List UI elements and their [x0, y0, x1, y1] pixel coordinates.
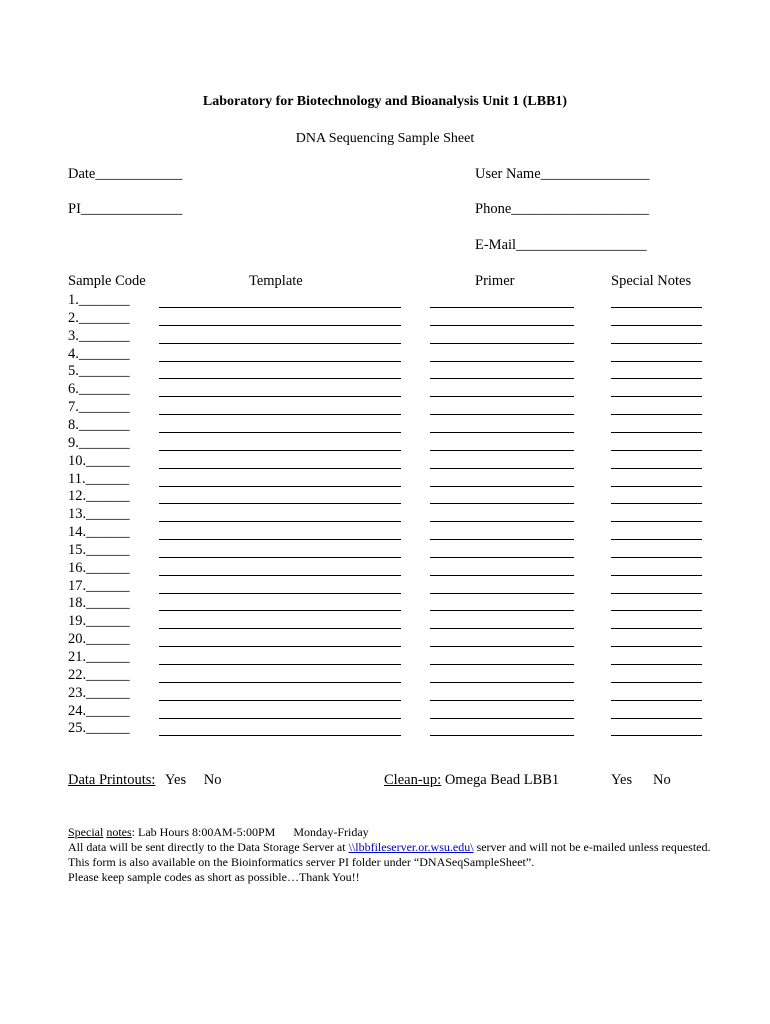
special-notes-line[interactable] [611, 718, 702, 719]
template-line[interactable] [159, 503, 401, 504]
template-line[interactable] [159, 539, 401, 540]
column-header-special-notes: Special Notes [611, 273, 692, 289]
sample-code-cell[interactable]: 2._______ [68, 309, 130, 326]
template-line[interactable] [159, 343, 401, 344]
sample-code-cell[interactable]: 22.______ [68, 666, 130, 683]
data-printouts-no[interactable]: No [203, 772, 222, 788]
primer-line[interactable] [430, 432, 574, 433]
primer-line[interactable] [430, 307, 574, 308]
cleanup-value: Omega Bead LBB1 [441, 772, 560, 788]
template-line[interactable] [159, 593, 401, 594]
notes-server-post: server and will not be e-mailed unless requested. [473, 840, 711, 854]
template-line[interactable] [159, 682, 401, 683]
template-line[interactable] [159, 628, 401, 629]
primer-line[interactable] [430, 682, 574, 683]
template-line[interactable] [159, 307, 401, 308]
sample-code-cell[interactable]: 13.______ [68, 506, 130, 523]
template-line[interactable] [159, 432, 401, 433]
primer-line[interactable] [430, 628, 574, 629]
primer-line[interactable] [430, 575, 574, 576]
sample-code-cell[interactable]: 23.______ [68, 684, 130, 701]
date-field[interactable]: Date____________ [68, 166, 183, 182]
sample-code-cell[interactable]: 21.______ [68, 649, 130, 665]
special-notes-line[interactable] [611, 325, 702, 326]
sample-code-cell[interactable]: 9._______ [68, 434, 130, 451]
template-line[interactable] [159, 521, 401, 522]
sample-code-cell[interactable]: 15.______ [68, 541, 130, 558]
special-notes-line[interactable] [611, 307, 702, 308]
template-line[interactable] [159, 664, 401, 665]
template-line[interactable] [159, 735, 401, 736]
special-notes-line[interactable] [611, 539, 702, 540]
template-line[interactable] [159, 610, 401, 611]
template-line[interactable] [159, 718, 401, 719]
special-notes-line[interactable] [611, 575, 702, 576]
server-link[interactable]: \\lbbfileserver.or.wsu.edu\ [348, 840, 474, 854]
special-notes-line[interactable] [611, 486, 702, 487]
template-line[interactable] [159, 414, 401, 415]
sample-code-cell[interactable]: 11.______ [68, 470, 130, 487]
primer-line[interactable] [430, 450, 574, 451]
sample-code-cell[interactable]: 17.______ [68, 577, 130, 594]
notes-special-word: Special [68, 825, 104, 839]
primer-line[interactable] [430, 378, 574, 379]
sample-code-cell[interactable]: 20.______ [68, 631, 130, 648]
sample-code-cell[interactable]: 6._______ [68, 381, 130, 398]
form-subtitle: DNA Sequencing Sample Sheet [295, 131, 475, 146]
template-line[interactable] [159, 646, 401, 647]
primer-line[interactable] [430, 735, 574, 736]
template-line[interactable] [159, 468, 401, 469]
special-notes-line[interactable] [611, 700, 702, 701]
primer-line[interactable] [430, 593, 574, 594]
notes-notes-word: notes [106, 825, 132, 839]
template-line[interactable] [159, 700, 401, 701]
special-notes-line[interactable] [611, 361, 702, 362]
primer-line[interactable] [430, 396, 574, 397]
special-notes-line[interactable] [611, 628, 702, 629]
email-field[interactable]: E-Mail__________________ [475, 237, 647, 253]
column-header-sample-code: Sample Code [68, 273, 146, 289]
primer-line[interactable] [430, 646, 574, 647]
sample-code-cell[interactable]: 4._______ [68, 345, 130, 362]
special-notes-line[interactable] [611, 593, 702, 594]
primer-line[interactable] [430, 414, 574, 415]
primer-line[interactable] [430, 325, 574, 326]
cleanup-yes[interactable]: Yes [611, 772, 633, 788]
sample-code-cell[interactable]: 24.______ [68, 702, 130, 719]
data-printouts-yes[interactable]: Yes [165, 772, 187, 788]
sample-code-cell[interactable]: 7._______ [68, 399, 130, 416]
sample-code-cell[interactable]: 5._______ [68, 363, 130, 380]
template-line[interactable] [159, 557, 401, 558]
sample-code-cell[interactable]: 3._______ [68, 327, 130, 344]
special-notes-line[interactable] [611, 557, 702, 558]
sample-code-cell[interactable]: 19.______ [68, 613, 130, 630]
column-header-primer: Primer [475, 273, 515, 289]
primer-line[interactable] [430, 361, 574, 362]
template-line[interactable] [159, 325, 401, 326]
primer-line[interactable] [430, 610, 574, 611]
notes-line-2 [68, 840, 711, 855]
pi-field[interactable]: PI______________ [68, 201, 183, 217]
cleanup-option [384, 772, 559, 789]
template-line[interactable] [159, 396, 401, 397]
cleanup-label: Clean-up: [384, 772, 442, 788]
special-notes-line[interactable] [611, 378, 702, 379]
sample-code-cell[interactable]: 16.______ [68, 559, 130, 576]
special-notes-line[interactable] [611, 450, 702, 451]
column-header-template: Template [249, 273, 303, 289]
template-line[interactable] [159, 450, 401, 451]
primer-line[interactable] [430, 700, 574, 701]
special-notes-line[interactable] [611, 664, 702, 665]
sample-code-cell[interactable]: 10.______ [68, 452, 130, 469]
notes-line-4: Please keep sample codes as short as possible…Thank You!! [68, 870, 360, 884]
sample-code-cell[interactable]: 8._______ [68, 416, 130, 433]
sample-code-cell[interactable]: 1._______ [68, 292, 130, 308]
special-notes-line[interactable] [611, 503, 702, 504]
special-notes-line[interactable] [611, 414, 702, 415]
special-notes-line[interactable] [611, 646, 702, 647]
special-notes-line[interactable] [611, 610, 702, 611]
sample-code-cell[interactable]: 18.______ [68, 595, 130, 612]
primer-line[interactable] [430, 557, 574, 558]
special-notes-line[interactable] [611, 432, 702, 433]
primer-line[interactable] [430, 343, 574, 344]
special-notes-line[interactable] [611, 396, 702, 397]
primer-line[interactable] [430, 718, 574, 719]
primer-line[interactable] [430, 539, 574, 540]
template-line[interactable] [159, 486, 401, 487]
special-notes-line[interactable] [611, 682, 702, 683]
user-name-field[interactable]: User Name_______________ [475, 166, 650, 182]
notes-server-pre: All data will be sent directly to the Data Storage Server at [68, 840, 349, 854]
cleanup-no[interactable]: No [653, 772, 671, 788]
notes-line-1 [68, 825, 369, 840]
primer-line[interactable] [430, 664, 574, 665]
data-printouts-label: Data Printouts: [68, 772, 156, 788]
notes-hours: : Lab Hours 8:00AM-5:00PM Monday-Friday [131, 825, 369, 839]
data-printouts-option [68, 772, 222, 789]
notes-line-3: This form is also available on the Bioinformatics server PI folder under “DNASeqSampleSheet”. [68, 855, 535, 869]
primer-line[interactable] [430, 503, 574, 504]
primer-line[interactable] [430, 521, 574, 522]
sample-code-cell[interactable]: 14.______ [68, 524, 130, 541]
form-title: Laboratory for Biotechnology and Bioanalysis Unit 1 (LBB1) [202, 94, 568, 109]
phone-field[interactable]: Phone___________________ [475, 201, 649, 217]
special-notes-line[interactable] [611, 735, 702, 736]
template-line[interactable] [159, 575, 401, 576]
template-line[interactable] [159, 378, 401, 379]
special-notes-line[interactable] [611, 521, 702, 522]
special-notes-line[interactable] [611, 343, 702, 344]
sample-code-cell[interactable]: 25.______ [68, 720, 130, 737]
primer-line[interactable] [430, 486, 574, 487]
template-line[interactable] [159, 361, 401, 362]
special-notes-line[interactable] [611, 468, 702, 469]
sample-code-cell[interactable]: 12.______ [68, 488, 130, 505]
primer-line[interactable] [430, 468, 574, 469]
